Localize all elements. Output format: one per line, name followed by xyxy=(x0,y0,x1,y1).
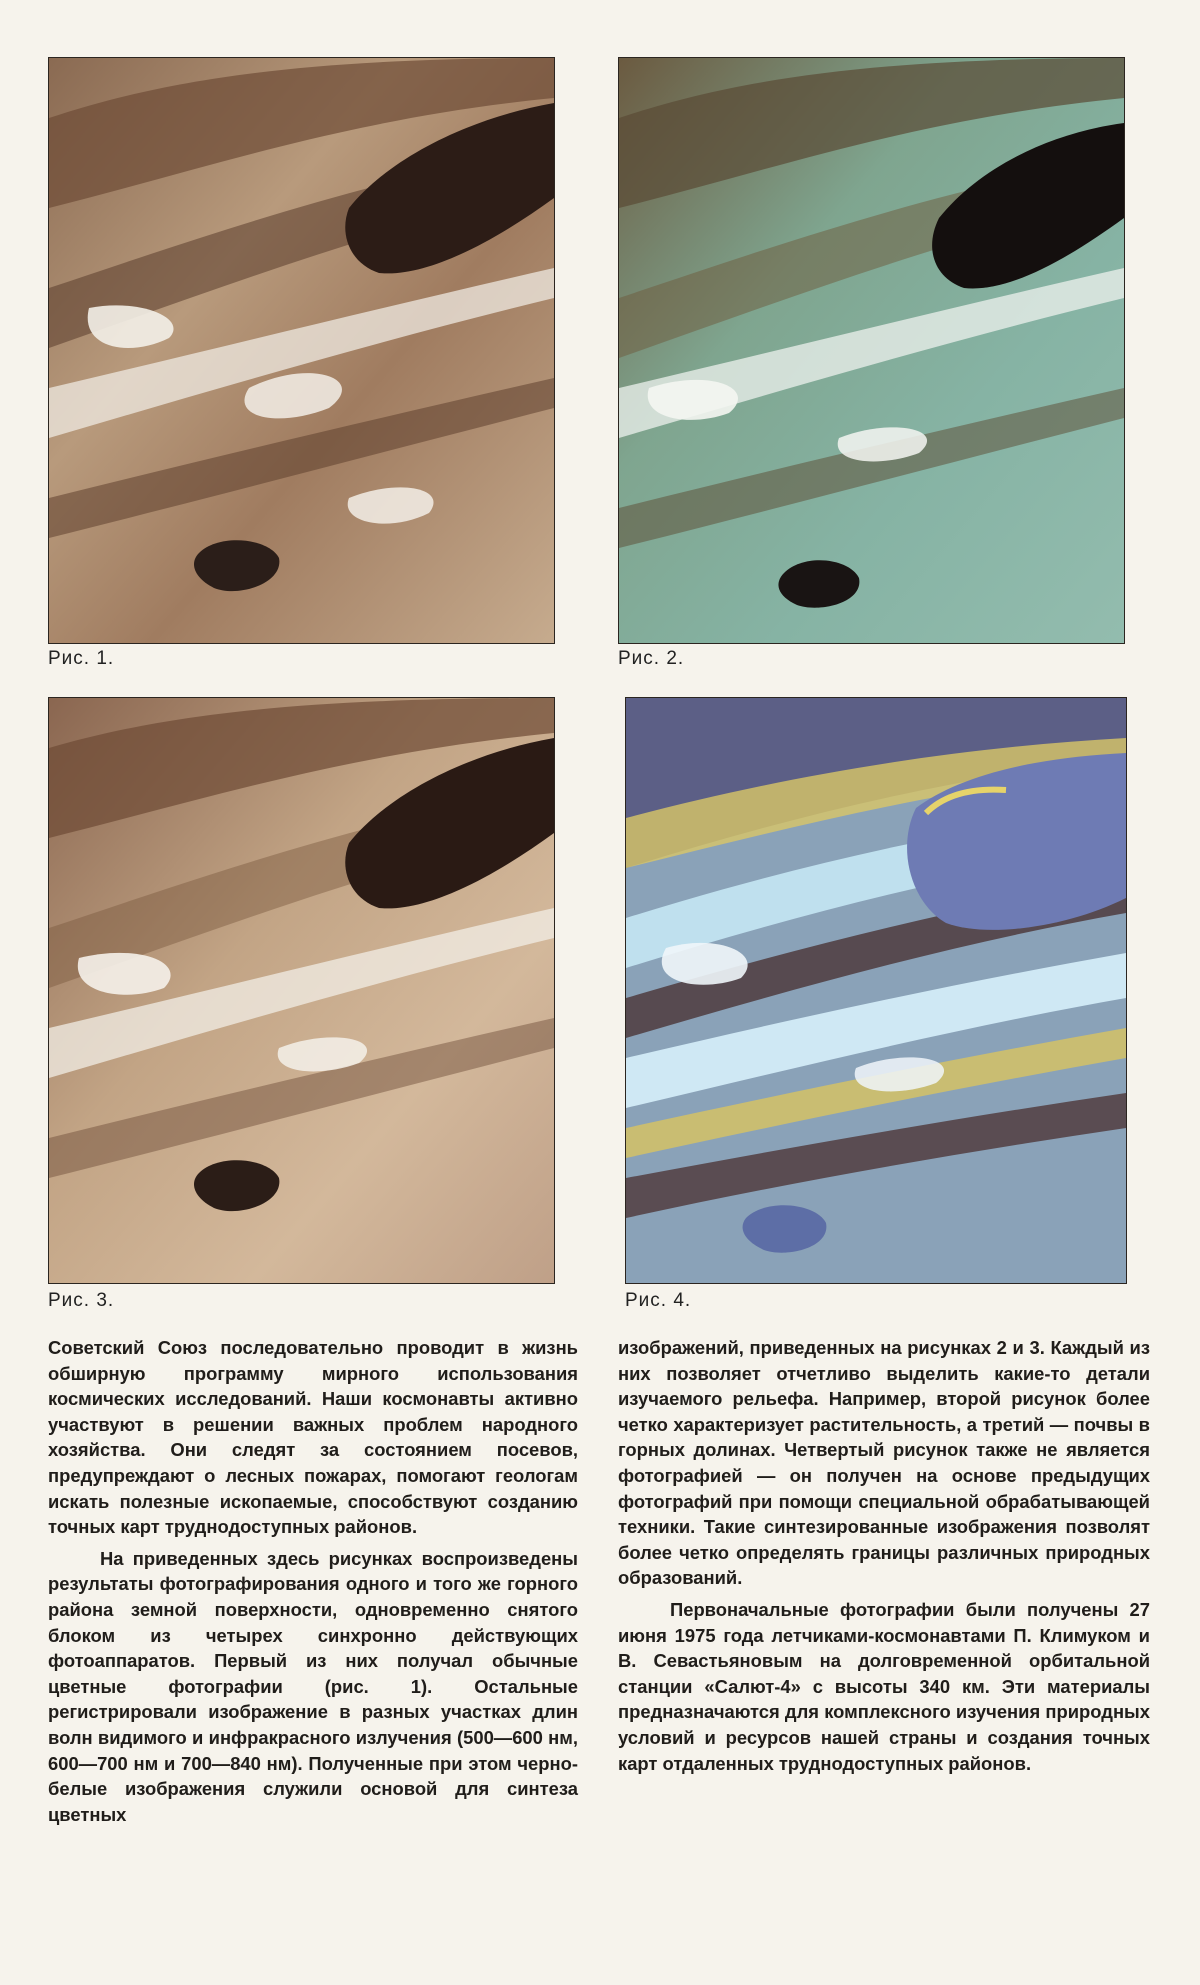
figure-1-image xyxy=(48,57,555,644)
article-left-column xyxy=(48,1335,578,1827)
figure-2-caption: Рис. 2. xyxy=(618,648,685,669)
article-paragraph: изображений, приведенных на рисунках 2 и 3. Каждый из них позволяет отчетливо выделить какие-то детали изучаемого рельефа. Например, второй рисунок более четко характеризует растительность, а третий — почвы в горных долинах. Четвертый рисунок также не является фотографией — он получен на основе предыдущих фотографий при помощи специальной обрабатывающей техники. Такие синтезированные изображения позволят более четко определять границы различных природных образований. xyxy=(618,1337,1150,1589)
article-right-column xyxy=(618,1335,1150,1776)
figure-3-caption: Рис. 3. xyxy=(48,1290,115,1311)
figure-2-image xyxy=(618,57,1125,644)
article-paragraph: Советский Союз последовательно проводит в жизнь обширную программу мирного использования космических исследований. Наши космонавты активно участвуют в решении важных проблем народного хозяйства. Они следят за состоянием посевов, предупреждают о лесных пожарах, помогают геологам искать полезные ископаемые, способствуют созданию точных карт труднодоступных районов. xyxy=(48,1337,578,1538)
figure-3-image xyxy=(48,697,555,1284)
figure-1-caption: Рис. 1. xyxy=(48,648,115,669)
figure-4-image xyxy=(625,697,1127,1284)
article-paragraph: На приведенных здесь рисунках воспроизведены результаты фотографирования одного и того же горного района земной поверхности, одновременно снятого блоком из четырех синхронно действующих фотоаппаратов. Первый из них получал обычные цветные фотографии (рис. 1). Остальные регистрировали изображение в разных участках длин волн видимого и инфракрасного излучения (500—600 нм, 600—700 нм и 700—840 нм). Полученные при этом черно-белые изображения служили основой для синтеза цветных xyxy=(48,1547,578,1825)
figure-4-caption: Рис. 4. xyxy=(625,1290,692,1311)
article-paragraph: Первоначальные фотографии были получены 27 июня 1975 года летчиками-космонавтами П. Климуком и В. Севастьяновым на долговременной орбитальной станции «Салют-4» с высоты 340 км. Эти материалы предназначаются для комплексного изучения природных условий и ресурсов нашей страны и создания точных карт отдаленных труднодоступных районов. xyxy=(618,1598,1150,1774)
